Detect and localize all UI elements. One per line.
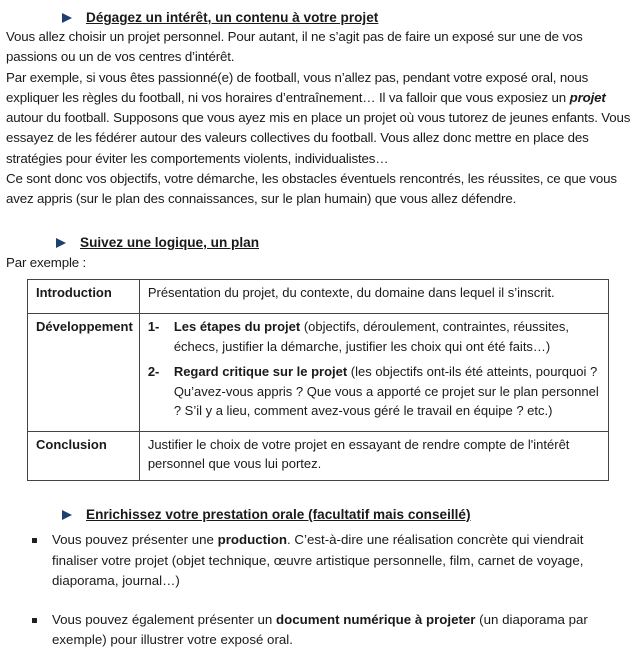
section-heading-plan xyxy=(56,233,259,253)
triangle-arrow-icon xyxy=(62,510,72,520)
emphasis-projet: projet xyxy=(569,89,606,105)
section-body-interet xyxy=(6,27,636,210)
table-row-conclusion xyxy=(28,431,609,480)
section-title: Enrichissez votre prestation orale (facultatif mais conseillé) xyxy=(86,507,471,522)
plan-intro: Par exemple : xyxy=(6,255,87,270)
row-content: Présentation du projet, du contexte, du domaine dans lequel il s’inscrit. xyxy=(139,280,608,314)
item-number: 2- xyxy=(147,364,160,379)
text-run: Vous pouvez également présenter un xyxy=(52,611,276,627)
row-label: Conclusion xyxy=(28,431,140,480)
item-title: Regard critique sur le projet xyxy=(173,364,348,379)
section-heading-enrichissez xyxy=(62,505,471,525)
text-run: . C’est-à-dire une réalisation concrète qui viendrait finaliser votre projet (objet technique, œuvre artistique personnelle, film, carnet de voyage, diaporama, journal…) xyxy=(52,532,584,588)
section-heading-interet xyxy=(62,8,378,28)
list-item xyxy=(30,610,630,651)
plan-table xyxy=(27,279,609,481)
emphasis: production xyxy=(217,532,288,547)
paragraph: Ce sont donc vos objectifs, votre démarche, les obstacles éventuels rencontrés, les réussites, ce que vous avez appris (sur le plan des connaissances, sur le plan humain) que vous allez défendre. xyxy=(6,171,617,207)
item-description: (objectifs, déroulement, contraintes, réussites, échecs, justifier la démarche, justifier les choix qui ont été faits…) xyxy=(173,319,570,354)
paragraph: Vous allez choisir un projet personnel. Pour autant, il ne s’agit pas de faire un exposé sur une de vos passions ou un de vos centres d’intérêt. xyxy=(6,29,583,65)
text-run: (un diaporama par exemple) pour illustrer votre exposé oral. xyxy=(52,611,588,647)
item-text xyxy=(174,317,602,356)
item-title: Les étapes du projet xyxy=(173,319,301,334)
list-item xyxy=(30,530,630,592)
numbered-item xyxy=(148,362,602,421)
emphasis: document numérique à projeter xyxy=(275,611,476,627)
row-content: Justifier le choix de votre projet en essayant de rendre compte de l'intérêt personnel que vous lui portez. xyxy=(139,431,608,480)
text-run: Vous pouvez présenter une xyxy=(52,532,218,547)
item-number: 1- xyxy=(147,319,160,334)
paragraph xyxy=(6,68,636,169)
table-row-developpement xyxy=(28,314,609,432)
table-row-introduction xyxy=(28,280,609,314)
row-label: Introduction xyxy=(28,280,140,314)
triangle-arrow-icon xyxy=(56,238,66,248)
bullet-list xyxy=(30,530,630,669)
section-title: Suivez une logique, un plan xyxy=(80,235,259,250)
row-label: Développement xyxy=(28,314,140,432)
row-content xyxy=(139,314,608,432)
text-run: Par exemple, si vous êtes passionné(e) de football, vous n’allez pas, pendant votre exposé oral, nous expliquer les règles du football, ni vos horaires d’entraînement… Il va falloir que vous exposiez un xyxy=(6,69,589,105)
numbered-item xyxy=(148,317,602,356)
section-title: Dégagez un intérêt, un contenu à votre projet xyxy=(86,10,379,25)
item-text xyxy=(174,362,602,421)
triangle-arrow-icon xyxy=(62,13,72,23)
item-description: (les objectifs ont-ils été atteints, pourquoi ? Qu’avez-vous appris ? Que vous a apporté ce projet sur le plan personnel ? S’il y a lieu, comment avez-vous géré le travail en équipe ? etc.) xyxy=(173,364,599,418)
text-run: autour du football. Supposons que vous ayez mis en place un projet où vous tutorez de jeunes enfants. Vous essayez de les fédérer autour des valeurs collectives du football. Vous allez donc mettre en place des stratégies pour éviter les comportements violents, individualistes… xyxy=(6,110,631,166)
